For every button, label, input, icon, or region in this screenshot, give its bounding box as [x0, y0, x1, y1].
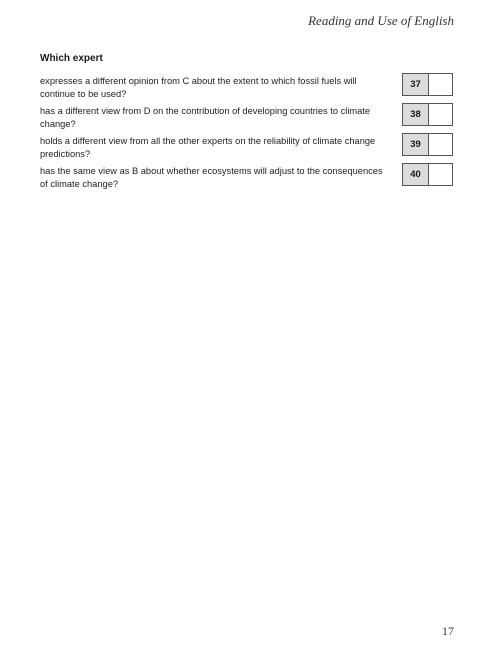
answer-field[interactable]: [429, 164, 452, 185]
question-number: 40: [403, 164, 429, 185]
question-text: holds a different view from all the other experts on the reliability of climate change predictions?: [40, 136, 376, 159]
question-row: [40, 133, 454, 163]
question-list: [40, 73, 454, 193]
question-number: 38: [403, 104, 429, 125]
question-text: has the same view as B about whether ecosystems will adjust to the consequences of climate change?: [40, 166, 383, 189]
question-row: [40, 73, 454, 103]
question-text: has a different view from D on the contribution of developing countries to climate change?: [40, 106, 371, 129]
question-text: expresses a different opinion from C about the extent to which fossil fuels will continue to be used?: [40, 76, 357, 99]
question-number: 37: [403, 74, 429, 95]
answer-box: [402, 103, 453, 126]
running-head: Reading and Use of English: [308, 13, 454, 28]
question-row: [40, 103, 454, 133]
answer-box: [402, 133, 453, 156]
question-number: 39: [403, 134, 429, 155]
answer-field[interactable]: [429, 74, 452, 95]
answer-field[interactable]: [429, 134, 452, 155]
answer-box: [402, 73, 453, 96]
answer-field[interactable]: [429, 104, 452, 125]
instruction-heading: Which expert: [40, 53, 103, 64]
page-number: 17: [442, 624, 454, 638]
answer-box: [402, 163, 453, 186]
question-row: [40, 163, 454, 193]
